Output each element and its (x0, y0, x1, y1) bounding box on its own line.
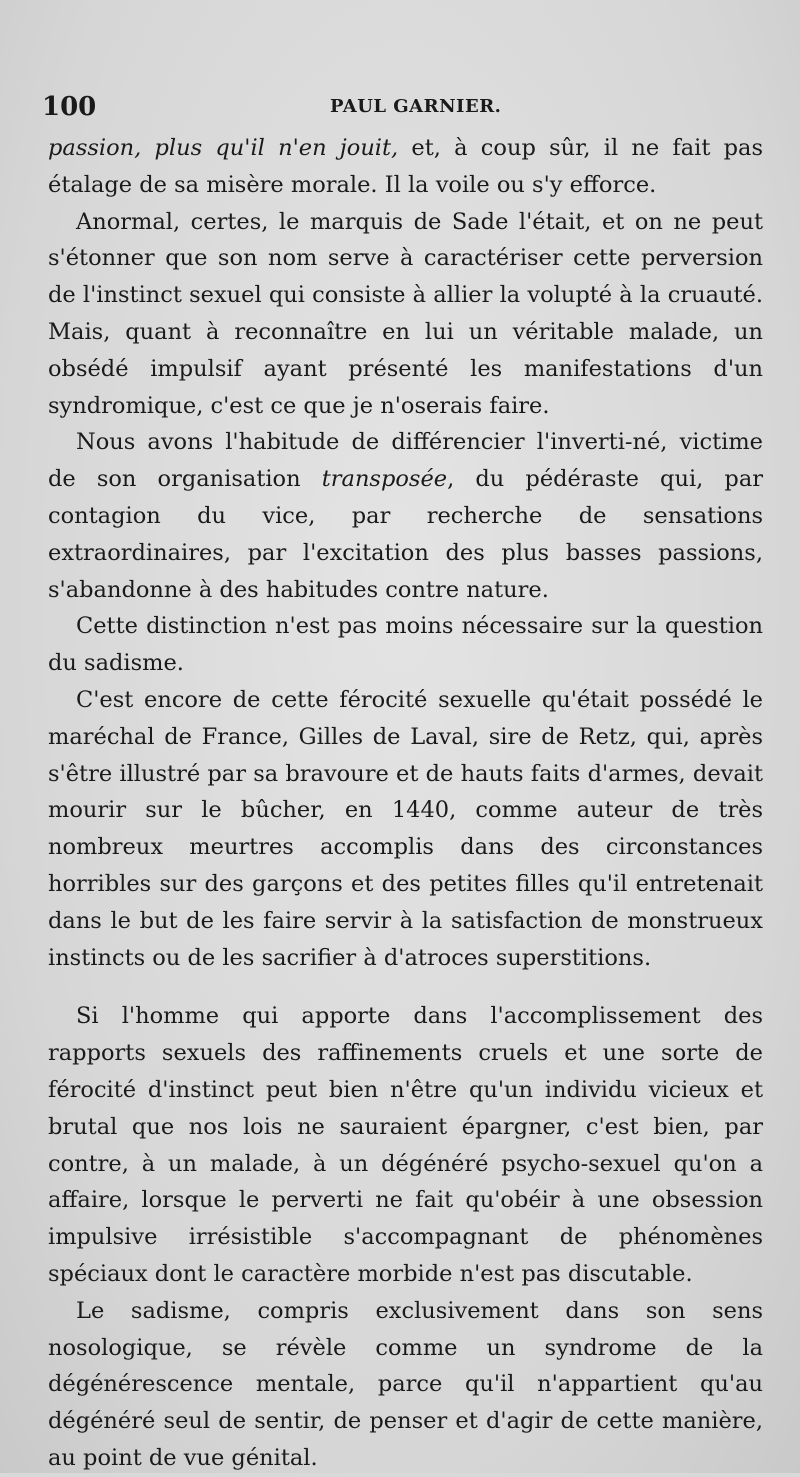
paragraph-3-after: , du pédéraste qui, par contagion du vice, par recherche de sensations extraordinaires, par l'excitation des plus basses passions, s'abandonne à des habitudes contre nature. (48, 466, 763, 603)
paragraph-5: C'est encore de cette férocité sexuelle qu'était possédé le maréchal de France, Gilles de Laval, sire de Retz, qui, après s'être illustré par sa bravoure et de hauts faits d'armes, devait mourir sur le bûcher, en 1440, comme auteur de très nombreux meurtres accomplis dans des circonstances horribles sur des garçons et des petites filles qu'il entretenait dans le but de les faire servir à la satisfaction de monstrueux instincts ou de les sacrifier à d'atroces superstitions. (48, 686, 763, 971)
running-head: PAUL GARNIER. (330, 96, 502, 117)
paragraph-6: Si l'homme qui apporte dans l'accomplissement des rapports sexuels des raffinements cruels et une sorte de férocité d'instinct peut bien n'être qu'un individu vicieux et brutal que nos lois ne sauraient épargner, c'est bien, par contre, à un malade, à un dégénéré psycho-sexuel qu'on a affaire, lorsque le perverti ne fait qu'obéir à une obsession impulsive irrésistible s'accompagnant de phénomènes spéciaux dont le caractère morbide n'est pas discutable. (48, 1003, 763, 1287)
paragraph-4: Cette distinction n'est pas moins nécessaire sur la question du sadisme. (48, 613, 763, 677)
page-number: 100 (42, 92, 97, 122)
paragraph-3 (48, 424, 763, 608)
paragraph-1 (48, 130, 763, 204)
page-header (42, 92, 522, 126)
body-text (48, 130, 763, 1477)
paragraph-3-before: Nous avons l'habitude de différencier l'inverti-né, victime de son organisation (48, 429, 763, 493)
paragraph-2: Anormal, certes, le marquis de Sade l'était, et on ne peut s'étonner que son nom serve à caractériser cette perversion de l'instinct sexuel qui consiste à allier la volupté à la cruauté. Mais, quant à reconnaître en lui un véritable malade, un obsédé impulsif ayant présenté les manifestations d'un syndromique, c'est ce que je n'oserais faire. (48, 208, 763, 419)
paragraph-7: Le sadisme, compris exclusivement dans son sens nosologique, se révèle comme un syndrome de la dégénérescence mentale, parce qu'il n'appartient qu'au dégénéré seul de sentir, de penser et d'agir de cette manière, au point de vue génital. (48, 1297, 763, 1471)
italic-lead: passion, plus qu'il n'en jouit, (48, 135, 399, 161)
italic-word: transposée (321, 466, 448, 493)
paragraph-1-text: et, à coup sûr, il ne fait pas étalage de sa misère morale. Il la voile ou s'y efforce. (48, 135, 763, 198)
